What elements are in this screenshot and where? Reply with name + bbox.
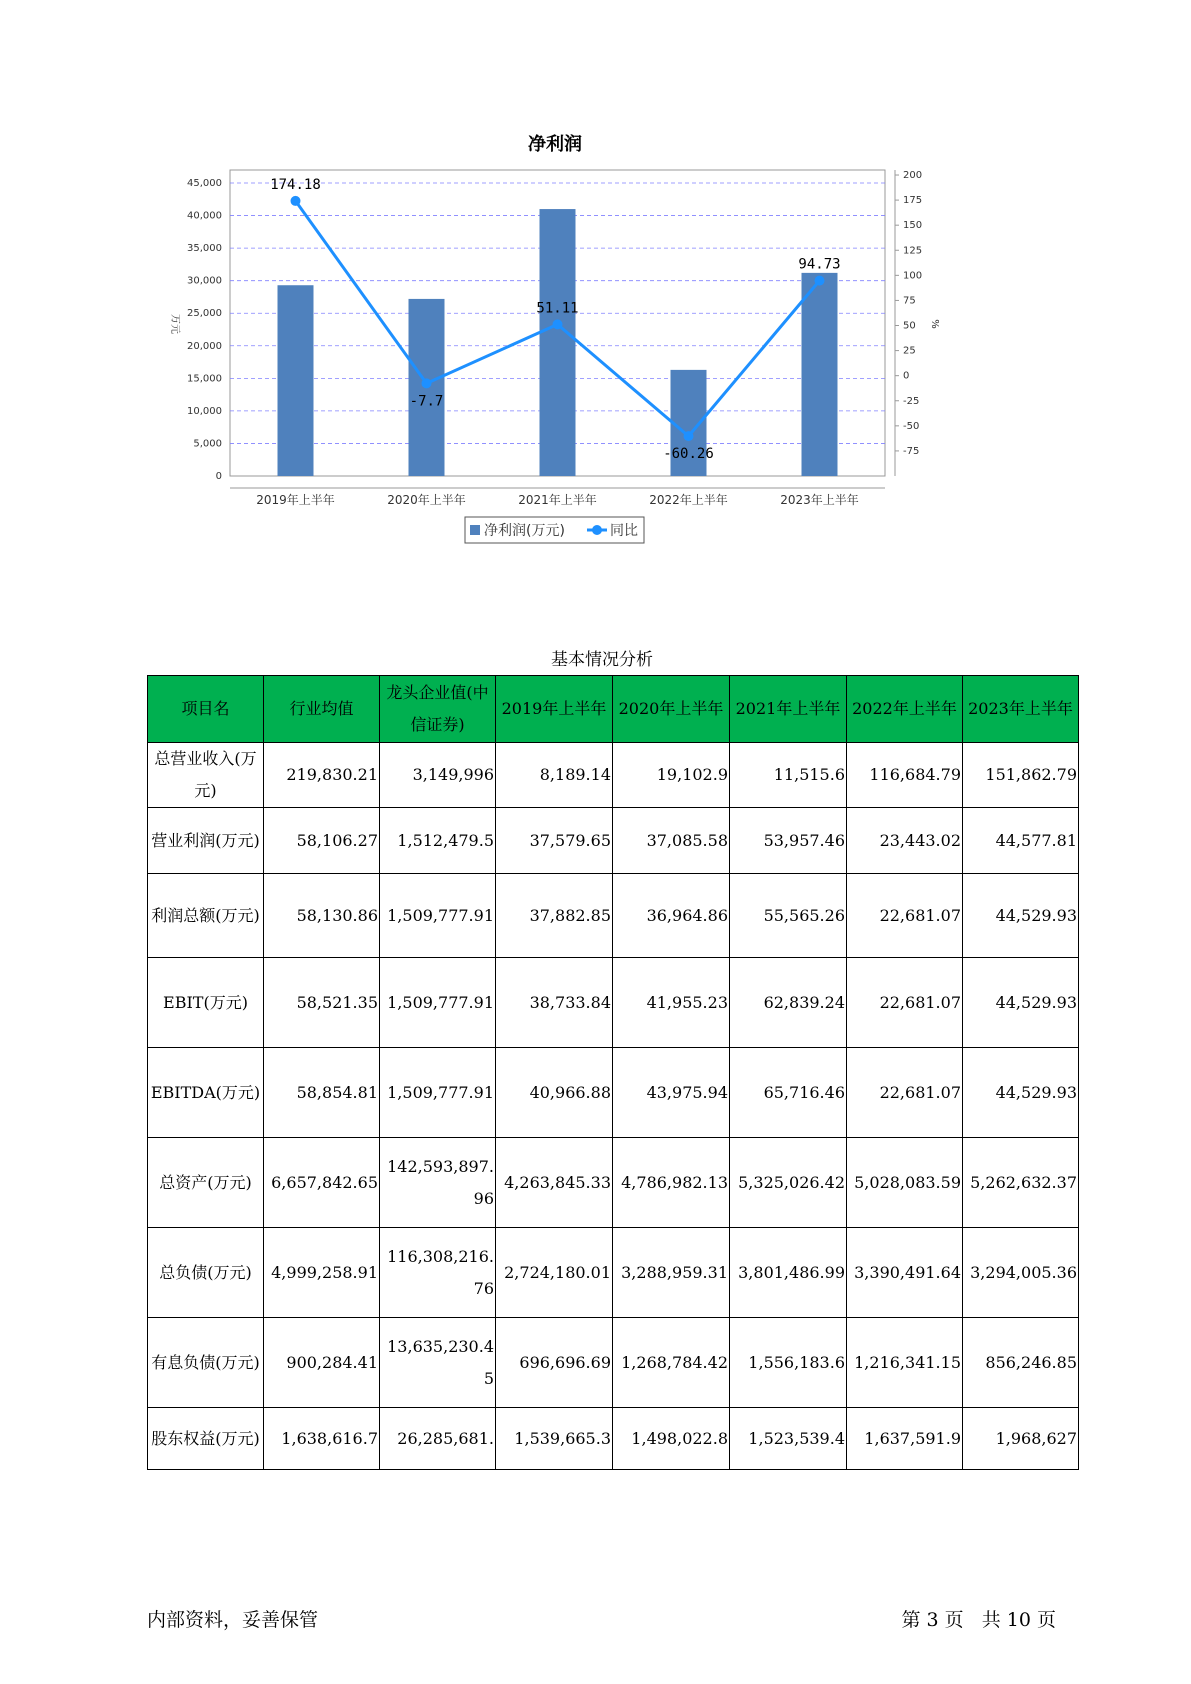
y2-tick-label: 0	[903, 370, 910, 382]
header-industry-avg: 行业均值	[264, 676, 380, 743]
row-label-cell: 总负债(万元)	[148, 1228, 264, 1318]
y-tick-label: 35,000	[187, 243, 222, 255]
table-cell: 8,189.14	[496, 743, 613, 808]
y2-tick-label: 100	[903, 270, 923, 282]
table-row	[148, 1228, 1079, 1318]
row-label-cell: 利润总额(万元)	[148, 874, 264, 958]
chart-legend	[465, 517, 644, 543]
table-cell: 22,681.07	[847, 1048, 963, 1138]
table-cell: 4,263,845.33	[496, 1138, 613, 1228]
y-axis-label: 万元	[169, 314, 180, 334]
table-cell: 1,637,591.9	[847, 1408, 963, 1470]
table-cell: 3,294,005.36	[963, 1228, 1079, 1318]
bar-net-profit	[278, 285, 314, 476]
y-tick-label: 30,000	[187, 275, 222, 287]
y2-tick-label: 200	[903, 170, 923, 182]
table-cell: 5,262,632.37	[963, 1138, 1079, 1228]
yoy-point	[815, 276, 825, 286]
bar-net-profit	[540, 209, 576, 476]
table-cell: 44,577.81	[963, 808, 1079, 874]
header-2020h1: 2020年上半年	[613, 676, 730, 743]
table-cell: 2,724,180.01	[496, 1228, 613, 1318]
table-cell: 1,268,784.42	[613, 1318, 730, 1408]
table-cell: 696,696.69	[496, 1318, 613, 1408]
table-cell: 856,246.85	[963, 1318, 1079, 1408]
table-cell: 3,288,959.31	[613, 1228, 730, 1318]
bar-net-profit	[802, 273, 838, 476]
table-cell: 38,733.84	[496, 958, 613, 1048]
table-cell: 3,801,486.99	[730, 1228, 847, 1318]
table-cell: 58,521.35	[264, 958, 380, 1048]
table-row	[148, 1048, 1079, 1138]
header-2022h1: 2022年上半年	[847, 676, 963, 743]
net-profit-chart	[150, 130, 1020, 600]
table-cell: 37,579.65	[496, 808, 613, 874]
y2-tick-label: 150	[903, 220, 923, 232]
yoy-point	[291, 196, 301, 206]
row-label-cell: 总营业收入(万元)	[148, 743, 264, 808]
table-header-row	[148, 676, 1079, 743]
table-cell: 22,681.07	[847, 958, 963, 1048]
y2-tick-label: 75	[903, 295, 916, 307]
yoy-data-label: -7.7	[409, 393, 444, 410]
chart-title: 净利润	[528, 134, 582, 155]
table-cell: 3,390,491.64	[847, 1228, 963, 1318]
yoy-point	[553, 319, 563, 329]
table-cell: 4,786,982.13	[613, 1138, 730, 1228]
y2-tick-label: -75	[903, 445, 920, 457]
y-tick-label: 15,000	[187, 373, 222, 385]
table-cell: 43,975.94	[613, 1048, 730, 1138]
x-category-label: 2019年上半年	[256, 493, 335, 507]
row-label-cell: EBIT(万元)	[148, 958, 264, 1048]
table-cell: 22,681.07	[847, 874, 963, 958]
row-label-cell: 有息负债(万元)	[148, 1318, 264, 1408]
table-cell: 41,955.23	[613, 958, 730, 1048]
y2-tick-label: -50	[903, 420, 920, 432]
header-2019h1: 2019年上半年	[496, 676, 613, 743]
table-row	[148, 808, 1079, 874]
table-cell: 1,509,777.91	[380, 958, 496, 1048]
x-category-label: 2021年上半年	[518, 493, 597, 507]
table-cell: 142,593,897.96	[380, 1138, 496, 1228]
table-cell: 116,308,216.76	[380, 1228, 496, 1318]
table-cell: 44,529.93	[963, 958, 1079, 1048]
table-cell: 58,854.81	[264, 1048, 380, 1138]
table-cell: 1,498,022.8	[613, 1408, 730, 1470]
y-tick-label: 40,000	[187, 210, 222, 222]
table-cell: 11,515.6	[730, 743, 847, 808]
table-cell: 1,509,777.91	[380, 874, 496, 958]
table-cell: 19,102.9	[613, 743, 730, 808]
table-cell: 1,512,479.5	[380, 808, 496, 874]
table-cell: 1,539,665.3	[496, 1408, 613, 1470]
footer-page-number: 第 3 页 共 10 页	[901, 1609, 1056, 1631]
yoy-point	[684, 431, 694, 441]
table-row	[148, 1408, 1079, 1470]
table-caption: 基本情况分析	[551, 650, 653, 670]
header-2021h1: 2021年上半年	[730, 676, 847, 743]
table-row	[148, 958, 1079, 1048]
y2-tick-label: -25	[903, 395, 920, 407]
row-label-cell: EBITDA(万元)	[148, 1048, 264, 1138]
header-item-name: 项目名	[148, 676, 264, 743]
table-cell: 3,149,996	[380, 743, 496, 808]
y-tick-label: 5,000	[193, 438, 222, 450]
table-cell: 1,968,627	[963, 1408, 1079, 1470]
y2-tick-label: 50	[903, 320, 916, 332]
legend-bar-swatch	[470, 525, 480, 535]
table-cell: 36,964.86	[613, 874, 730, 958]
table-cell: 65,716.46	[730, 1048, 847, 1138]
table-cell: 900,284.41	[264, 1318, 380, 1408]
table-cell: 219,830.21	[264, 743, 380, 808]
row-label-cell: 营业利润(万元)	[148, 808, 264, 874]
table-cell: 13,635,230.45	[380, 1318, 496, 1408]
table-row	[148, 1138, 1079, 1228]
y-tick-label: 10,000	[187, 405, 222, 417]
table-cell: 1,556,183.6	[730, 1318, 847, 1408]
table-cell: 1,509,777.91	[380, 1048, 496, 1138]
table-cell: 5,028,083.59	[847, 1138, 963, 1228]
table-row	[148, 874, 1079, 958]
header-2023h1: 2023年上半年	[963, 676, 1079, 743]
table-cell: 23,443.02	[847, 808, 963, 874]
yoy-data-label: 94.73	[798, 256, 841, 273]
legend-line-marker	[592, 525, 602, 535]
header-leader-value: 龙头企业值(中信证券)	[380, 676, 496, 743]
y-tick-label: 20,000	[187, 340, 222, 352]
y-tick-label: 0	[215, 471, 222, 482]
table-cell: 1,216,341.15	[847, 1318, 963, 1408]
table-cell: 40,966.88	[496, 1048, 613, 1138]
table-cell: 116,684.79	[847, 743, 963, 808]
table-cell: 62,839.24	[730, 958, 847, 1048]
y2-tick-label: 125	[903, 245, 923, 257]
table-cell: 58,130.86	[264, 874, 380, 958]
x-category-label: 2023年上半年	[780, 493, 859, 507]
legend-line-label: 同比	[610, 523, 638, 539]
x-category-label: 2020年上半年	[387, 493, 466, 507]
y2-tick-label: 175	[903, 195, 923, 207]
table-cell: 4,999,258.91	[264, 1228, 380, 1318]
table-row	[148, 743, 1079, 808]
table-cell: 5,325,026.42	[730, 1138, 847, 1228]
table-cell: 26,285,681.	[380, 1408, 496, 1470]
y-tick-label: 25,000	[187, 308, 222, 320]
table-cell: 58,106.27	[264, 808, 380, 874]
table-cell: 1,638,616.7	[264, 1408, 380, 1470]
row-label-cell: 股东权益(万元)	[148, 1408, 264, 1470]
yoy-data-label: 174.18	[270, 176, 321, 193]
y2-axis-label: %	[929, 319, 940, 329]
footer-confidential-note: 内部资料，妥善保管	[147, 1609, 319, 1631]
yoy-data-label: 51.11	[536, 300, 579, 317]
table-cell: 1,523,539.4	[730, 1408, 847, 1470]
table-cell: 44,529.93	[963, 874, 1079, 958]
legend-bar-label: 净利润(万元)	[484, 523, 565, 539]
table-cell: 37,882.85	[496, 874, 613, 958]
table-row	[148, 1318, 1079, 1408]
table-cell: 44,529.93	[963, 1048, 1079, 1138]
y2-tick-label: 25	[903, 345, 916, 357]
table-cell: 37,085.58	[613, 808, 730, 874]
x-category-label: 2022年上半年	[649, 493, 728, 507]
row-label-cell: 总资产(万元)	[148, 1138, 264, 1228]
yoy-point	[422, 378, 432, 388]
yoy-data-label: -60.26	[663, 446, 714, 463]
y-tick-label: 45,000	[187, 178, 222, 190]
table-cell: 55,565.26	[730, 874, 847, 958]
table-cell: 6,657,842.65	[264, 1138, 380, 1228]
table-cell: 53,957.46	[730, 808, 847, 874]
basic-analysis-table	[147, 675, 1079, 1470]
table-cell: 151,862.79	[963, 743, 1079, 808]
